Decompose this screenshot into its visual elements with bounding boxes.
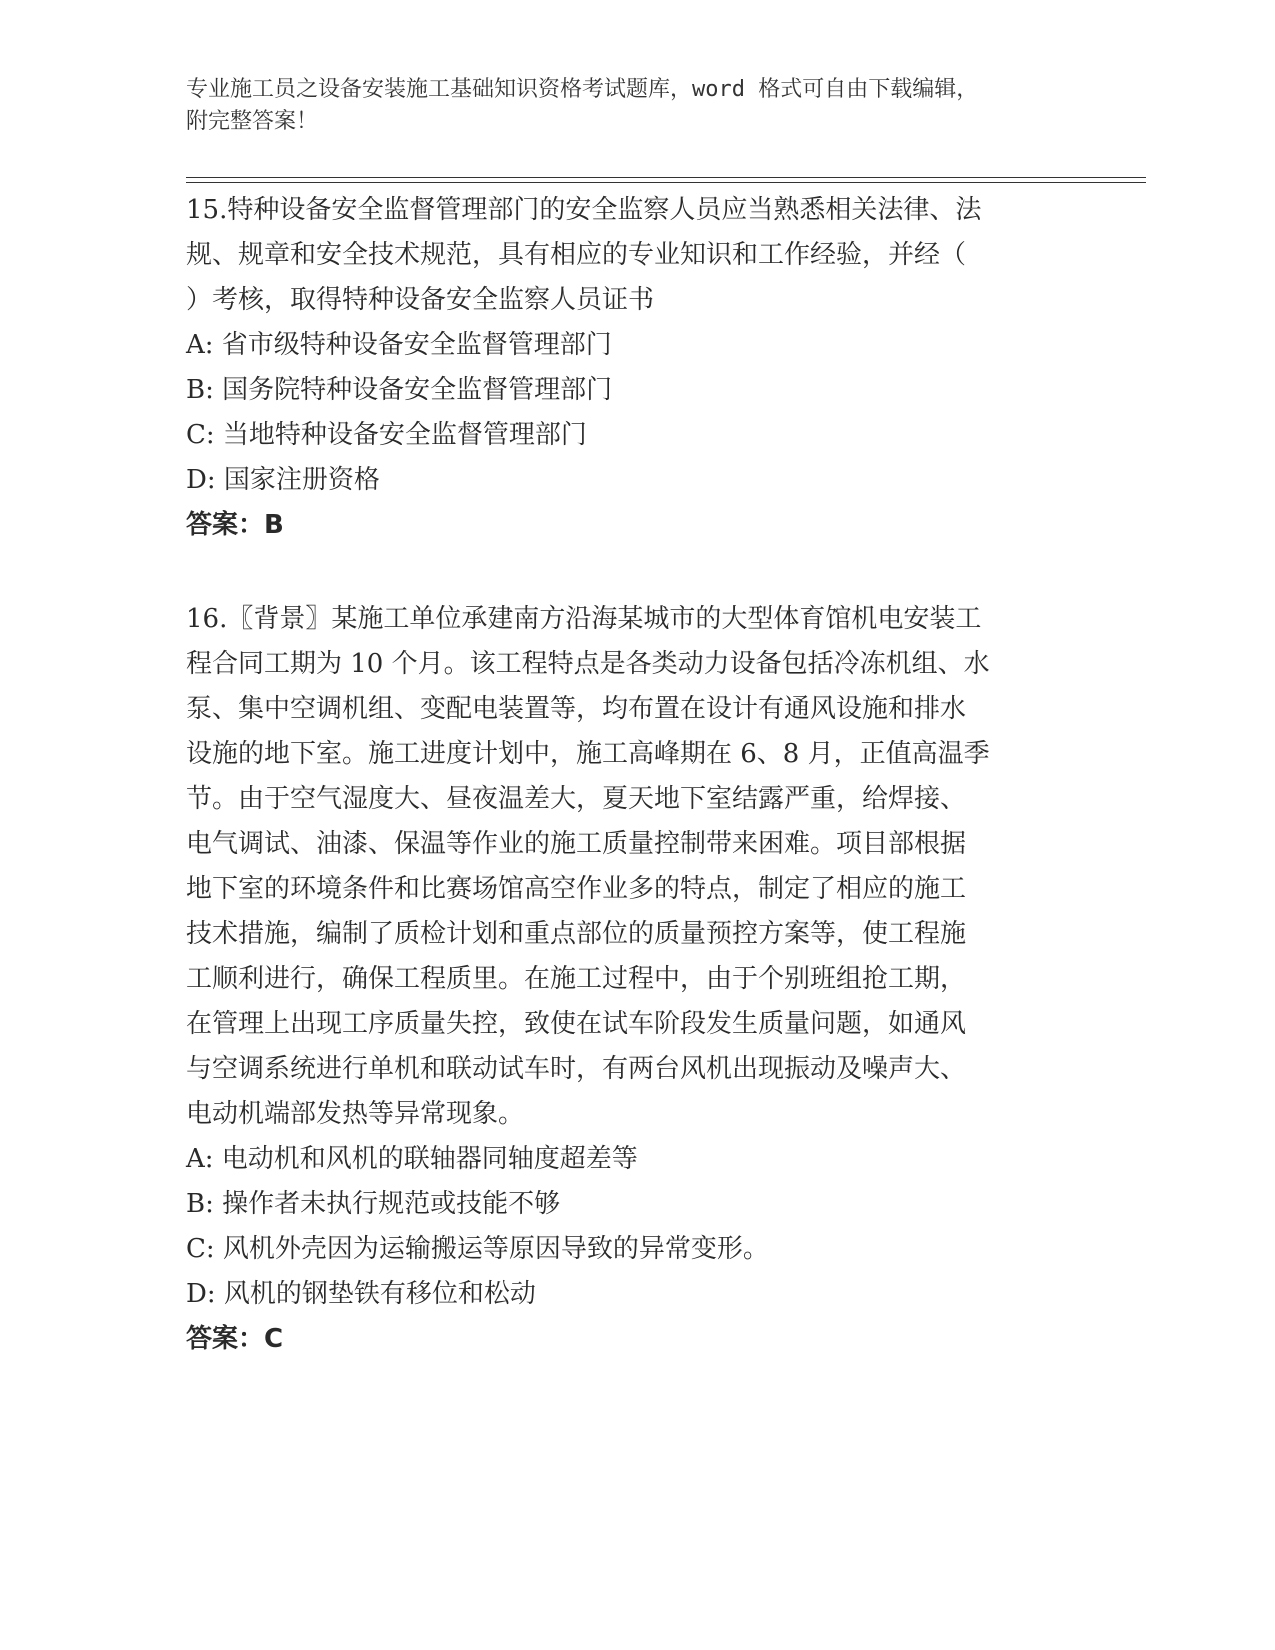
stem-line: 规、规章和安全技术规范，具有相应的专业知识和工作经验，并经（: [186, 240, 967, 270]
stem-line: 程合同工期为 10 个月。该工程特点是各类动力设备包括冷冻机组、水: [186, 649, 990, 679]
option-b: B: 操作者未执行规范或技能不够: [186, 1189, 561, 1219]
stem-line: 电动机端部发热等异常现象。: [186, 1099, 525, 1129]
stem-line: 15.特种设备安全监督管理部门的安全监察人员应当熟悉相关法律、法: [186, 195, 982, 225]
option-c: C: 风机外壳因为运输搬运等原因导致的异常变形。: [186, 1234, 769, 1264]
stem-line: 工顺利进行，确保工程质里。在施工过程中，由于个别班组抢工期，: [186, 964, 967, 994]
option-d: D: 风机的钢垫铁有移位和松动: [186, 1279, 536, 1309]
stem-line: 技术措施，编制了质检计划和重点部位的质量预控方案等，使工程施: [186, 919, 967, 949]
answer: 答案：C: [186, 1324, 284, 1354]
stem-line: 电气调试、油漆、保温等作业的施工质量控制带来困难。项目部根据: [186, 829, 967, 859]
stem-line: ）考核，取得特种设备安全监察人员证书: [186, 285, 655, 315]
option-b: B: 国务院特种设备安全监督管理部门: [186, 375, 613, 405]
header-divider: [186, 177, 1146, 178]
question-15: [186, 188, 1086, 548]
option-c: C: 当地特种设备安全监督管理部门: [186, 420, 587, 450]
question-stem: [186, 597, 1086, 1137]
stem-line: 设施的地下室。施工进度计划中，施工高峰期在 6、8 月，正值高温季: [186, 739, 990, 769]
stem-line: 节。由于空气湿度大、昼夜温差大，夏天地下室结露严重，给焊接、: [186, 784, 967, 814]
option-a: A: 电动机和风机的联轴器同轴度超差等: [186, 1144, 638, 1174]
stem-line: 泵、集中空调机组、变配电装置等，均布置在设计有通风设施和排水: [186, 694, 967, 724]
stem-line: 在管理上出现工序质量失控，致使在试车阶段发生质量问题，如通风: [186, 1009, 967, 1039]
stem-line: 与空调系统进行单机和联动试车时，有两台风机出现振动及噪声大、: [186, 1054, 967, 1084]
answer: 答案：B: [186, 510, 284, 540]
option-d: D: 国家注册资格: [186, 465, 380, 495]
question-16: [186, 597, 1086, 1362]
header-divider: [186, 182, 1146, 183]
header-line: 专业施工员之设备安装施工基础知识资格考试题库，word 格式可自由下载编辑，: [186, 77, 979, 102]
option-a: A: 省市级特种设备安全监督管理部门: [186, 330, 612, 360]
header-line: 附完整答案！: [186, 109, 319, 134]
stem-line: 地下室的环境条件和比赛场馆高空作业多的特点，制定了相应的施工: [186, 874, 967, 904]
question-stem: [186, 188, 1086, 323]
stem-line: 16.〖背景〗某施工单位承建南方沿海某城市的大型体育馆机电安装工: [186, 604, 982, 634]
document-header: [186, 74, 1086, 138]
